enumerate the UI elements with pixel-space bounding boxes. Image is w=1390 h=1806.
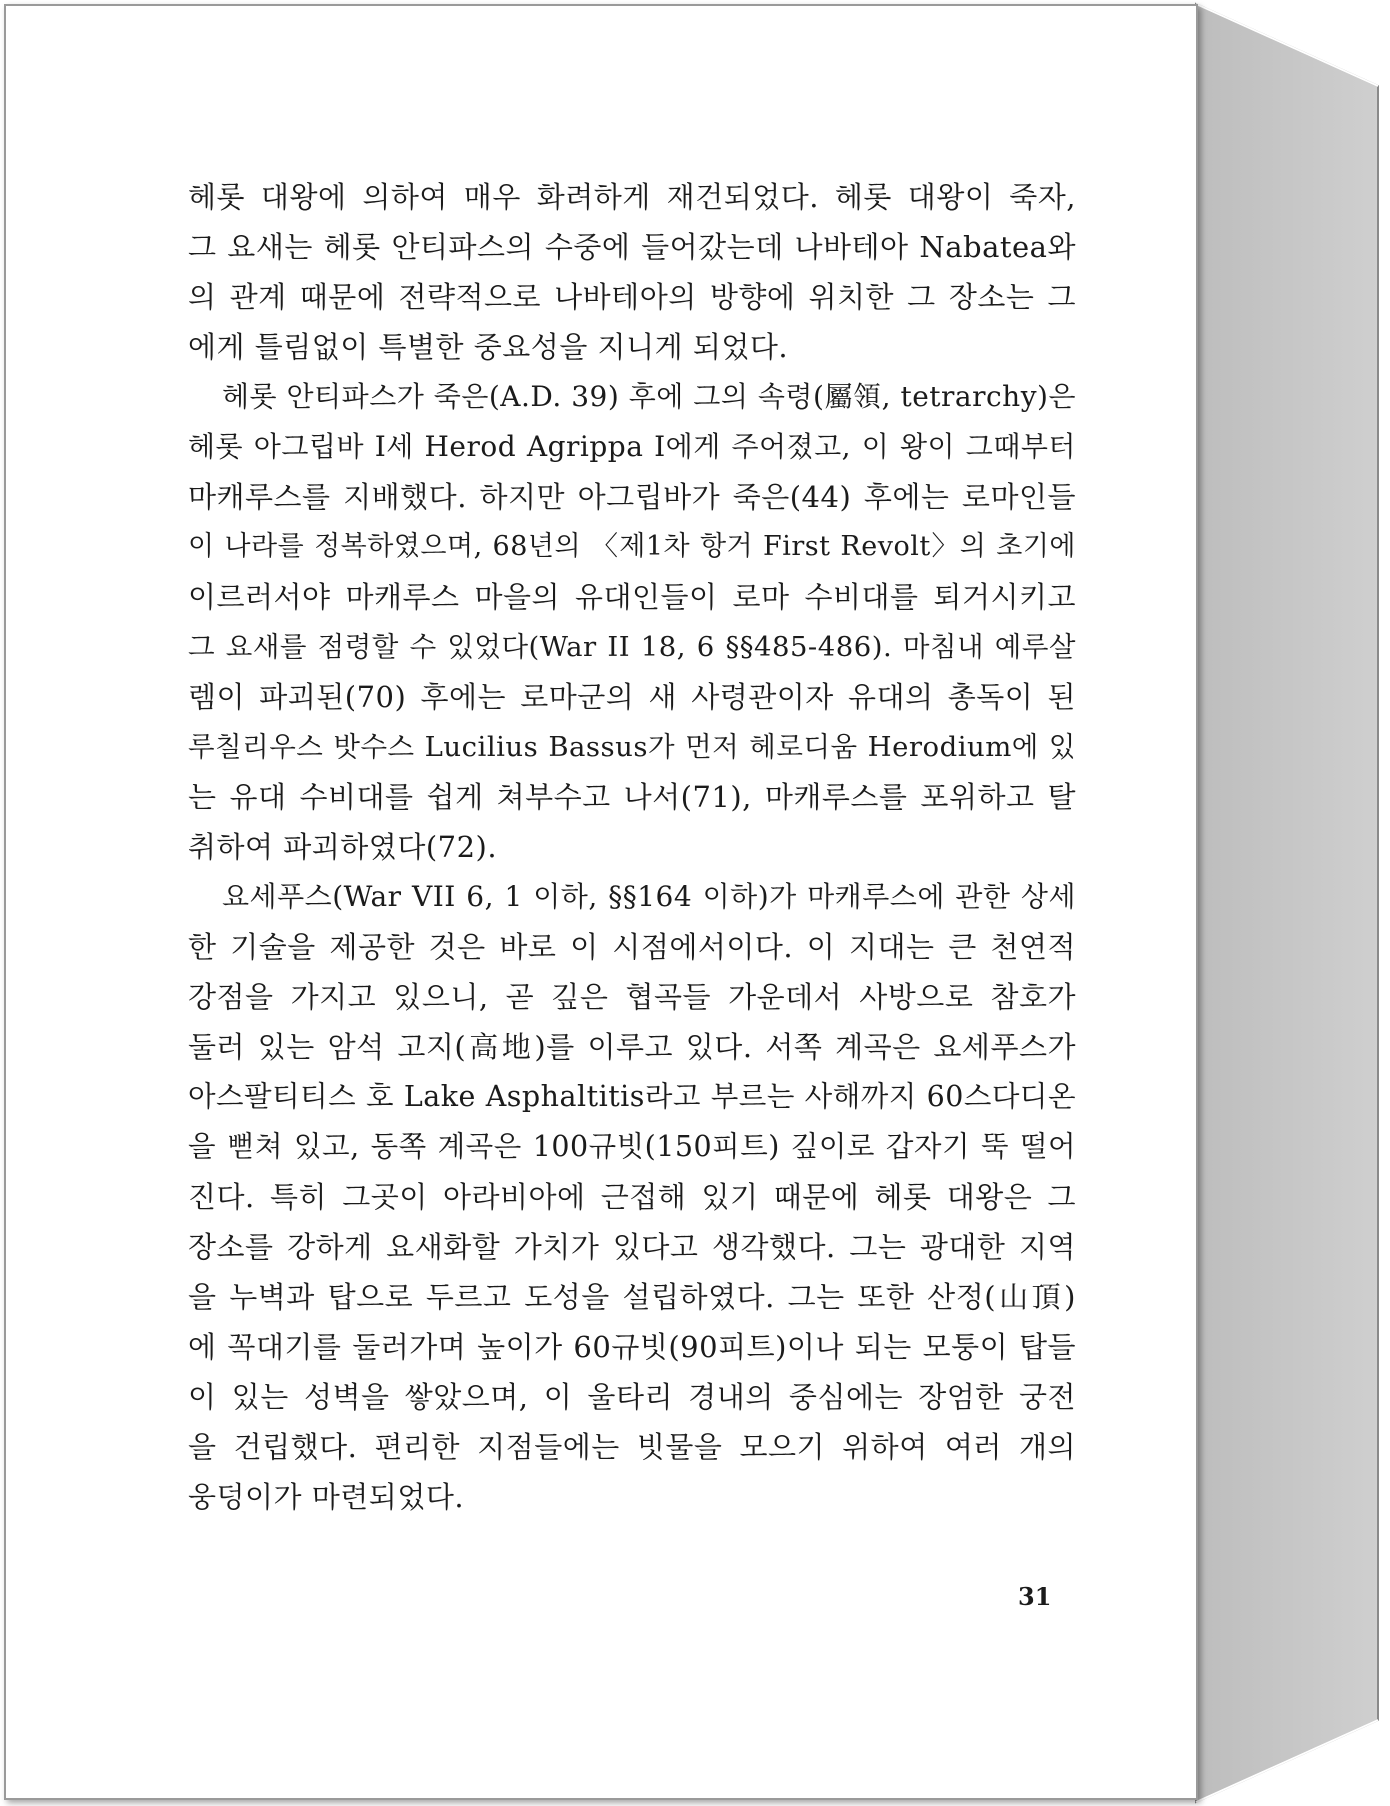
text-line: 이 나라를 정복하였으며, 68년의 〈제1차 항거 First Revolt〉의 초기에 [188,531,1076,562]
text-line: 그 요새를 점령할 수 있었다(War II 18, 6 §§485-486). 마침내 예루살 [188,631,1076,663]
text-line: 렘이 파괴된(70) 후에는 로마군의 새 사령관이자 유대의 총독이 된 [188,680,1076,714]
text-line: 는 유대 수비대를 쉽게 쳐부수고 나서(71), 마캐루스를 포위하고 탈 [188,780,1076,814]
text-line: 에게 틀림없이 특별한 중요성을 지니게 되었다. [188,330,789,364]
text-line: 을 뻗쳐 있고, 동쪽 계곡은 100규빗(150피트) 깊이로 갑자기 뚝 떨어 [188,1130,1076,1163]
text-line: 이르러서야 마캐루스 마을의 유대인들이 로마 수비대를 퇴거시키고 [188,580,1076,614]
text-line: 을 누벽과 탑으로 두르고 도성을 설립하였다. 그는 또한 산정(山頂) [188,1280,1076,1314]
text-line: 그 요새는 헤롯 안티파스의 수중에 들어갔는데 나바테아 Nabatea와 [188,230,1076,264]
paragraph-3 [188,872,1076,1522]
text-line: 의 관계 때문에 전략적으로 나바테아의 방향에 위치한 그 장소는 그 [188,280,1076,314]
text-line: 루칠리우스 밧수스 Lucilius Bassus가 먼저 헤로디움 Herodium에 있 [188,731,1076,763]
text-line: 이 있는 성벽을 쌓았으며, 이 울타리 경내의 중심에는 장엄한 궁전 [188,1380,1076,1414]
text-line: 웅덩이가 마련되었다. [188,1480,465,1514]
text-line: 마캐루스를 지배했다. 하지만 아그립바가 죽은(44) 후에는 로마인들 [188,480,1076,514]
text-line: 에 꼭대기를 둘러가며 높이가 60규빗(90피트)이나 되는 모퉁이 탑들 [188,1330,1076,1364]
paragraph-2 [188,372,1076,872]
text-line: 헤롯 대왕에 의하여 매우 화려하게 재건되었다. 헤롯 대왕이 죽자, [188,180,1076,214]
body-text [188,172,1076,1522]
text-line: 헤롯 아그립바 I세 Herod Agrippa I에게 주어졌고, 이 왕이 그때부터 [188,430,1076,463]
text-line: 장소를 강하게 요새화할 가치가 있다고 생각했다. 그는 광대한 지역 [188,1230,1076,1264]
text-line: 요세푸스(War VII 6, 1 이하, §§164 이하)가 마캐루스에 관한 상세 [222,880,1076,913]
text-line: 한 기술을 제공한 것은 바로 이 시점에서이다. 이 지대는 큰 천연적 [188,930,1076,964]
text-line: 헤롯 안티파스가 죽은(A.D. 39) 후에 그의 속령(屬領, tetrarchy)은 [222,380,1076,413]
text-line: 둘러 있는 암석 고지(高地)를 이루고 있다. 서쪽 계곡은 요세푸스가 [188,1030,1076,1064]
text-line: 취하여 파괴하였다(72). [188,830,498,864]
text-line: 강점을 가지고 있으니, 곧 깊은 협곡들 가운데서 사방으로 참호가 [188,980,1076,1014]
paragraph-1 [188,172,1076,372]
text-line: 아스팔티티스 호 Lake Asphaltitis라고 부르는 사해까지 60스다디온 [188,1080,1076,1113]
text-line: 을 건립했다. 편리한 지점들에는 빗물을 모으기 위하여 여러 개의 [188,1430,1076,1464]
page-number: 31 [1018,1582,1052,1611]
text-line: 진다. 특히 그곳이 아라비아에 근접해 있기 때문에 헤롯 대왕은 그 [188,1180,1076,1214]
